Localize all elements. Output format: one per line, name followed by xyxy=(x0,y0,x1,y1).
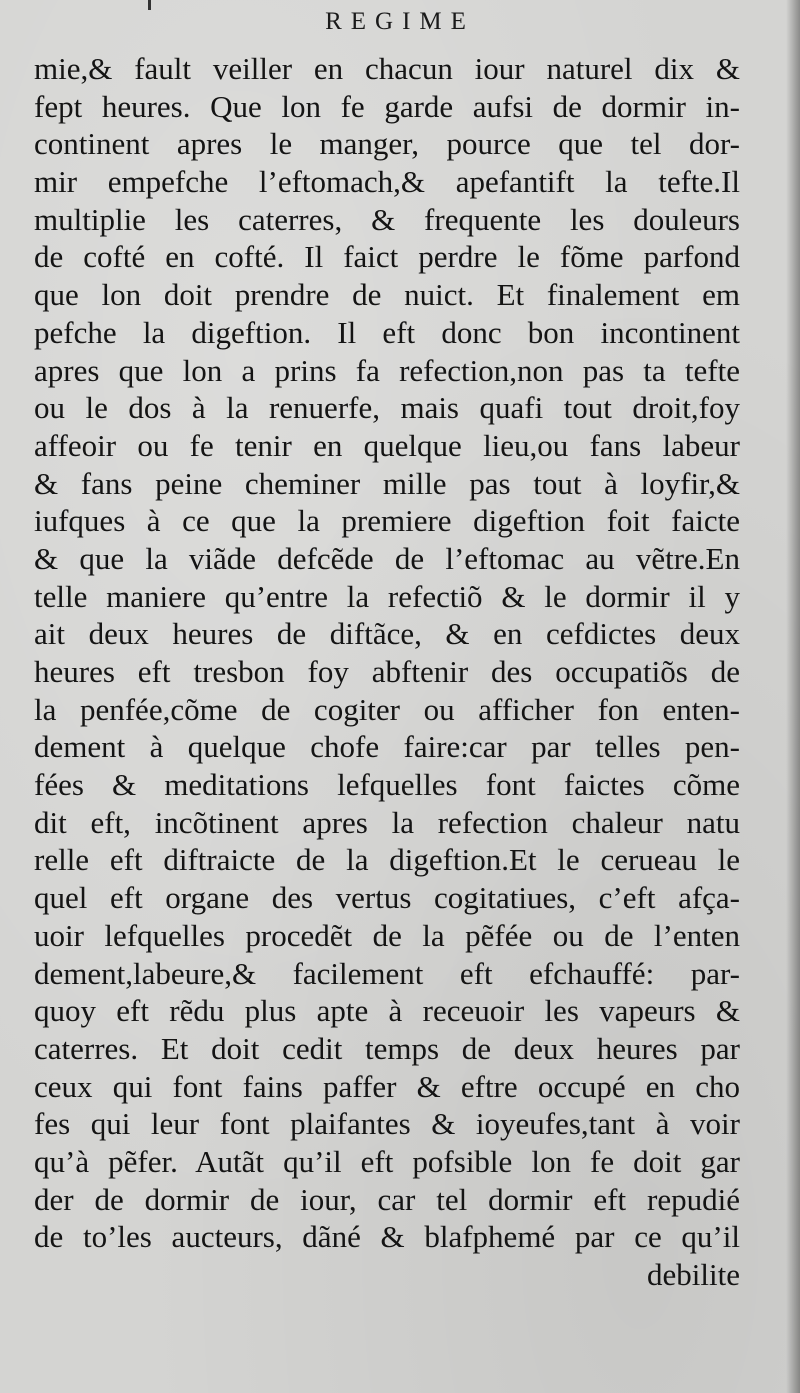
text-line: dement à quelque chofe faire:car par telles pen- xyxy=(34,729,740,765)
text-line: ceux qui font fains paffer & eftre occupé en cho xyxy=(34,1068,740,1104)
text-line: mir empefche l’eftomach,& apefantift la tefte.Il xyxy=(34,164,740,200)
text-line: uoir lefquelles procedẽt de la pẽfée ou de l’enten xyxy=(34,917,740,953)
text-line: que lon doit prendre de nuict. Et finalement em xyxy=(34,277,740,313)
text-line: qu’à pẽfer. Autãt qu’il eft pofsible lon fe doit gar xyxy=(34,1143,740,1179)
text-line: apres que lon a prins fa refection,non pas ta tefte xyxy=(34,352,740,388)
catchword: debilite xyxy=(647,1257,740,1292)
text-line: fées & meditations lefquelles font faictes cõme xyxy=(34,767,740,803)
running-head: REGIME xyxy=(325,8,475,35)
text-line: heures eft tresbon foy abftenir des occupatiõs de xyxy=(34,654,740,689)
text-line: mie,& fault veiller en chacun iour naturel dix & xyxy=(34,51,740,86)
text-line: dement,labeure,& facilement eft efchauffé: par- xyxy=(34,955,740,991)
text-line: der de dormir de iour, car tel dormir eft repudié xyxy=(34,1181,740,1217)
text-line: pefche la digeftion. Il eft donc bon incontinent xyxy=(34,314,740,350)
text-line: quoy eft rẽdu plus apte à receuoir les vapeurs & xyxy=(34,993,740,1029)
text-line: affeoir ou fe tenir en quelque lieu,ou fans labeur xyxy=(34,427,740,463)
text-line: relle eft diftraicte de la digeftion.Et le cerueau le xyxy=(34,842,740,878)
text-line: multiplie les caterres, & frequente les douleurs xyxy=(34,201,740,237)
text-line: fept heures. Que lon fe garde aufsi de dormir in- xyxy=(34,88,740,124)
text-line: caterres. Et doit cedit temps de deux heures par xyxy=(34,1030,740,1066)
page-edge-shadow xyxy=(786,0,800,1393)
text-line: de cofté en cofté. Il faict perdre le fõme parfond xyxy=(34,239,740,275)
text-line: fes qui leur font plaifantes & ioyeufes,tant à voir xyxy=(34,1106,740,1142)
text-line: ait deux heures de diftãce, & en cefdictes deux xyxy=(34,616,740,652)
text-line: dit eft, incõtinent apres la refection chaleur natu xyxy=(34,804,740,840)
text-line: de to’les aucteurs, dãné & blafphemé par ce qu’il xyxy=(34,1219,740,1255)
text-line: & fans peine cheminer mille pas tout à loyfir,& xyxy=(34,465,740,501)
text-line: & que la viãde defcẽde de l’eftomac au vẽtre.En xyxy=(34,540,740,576)
text-line: telle maniere qu’entre la refectiõ & le dormir il y xyxy=(34,578,740,614)
text-line: quel eft organe des vertus cogitatiues, c’eft afça- xyxy=(34,880,740,916)
text-block xyxy=(34,50,740,1294)
text-line: ou le dos à la renuerfe, mais quafi tout droit,foy xyxy=(34,390,740,426)
text-line: la penfée,cõme de cogiter ou afficher fon enten- xyxy=(34,691,740,727)
text-line: continent apres le manger, pource que tel dor- xyxy=(34,126,740,162)
text-line: iufques à ce que la premiere digeftion foit faicte xyxy=(34,503,740,539)
